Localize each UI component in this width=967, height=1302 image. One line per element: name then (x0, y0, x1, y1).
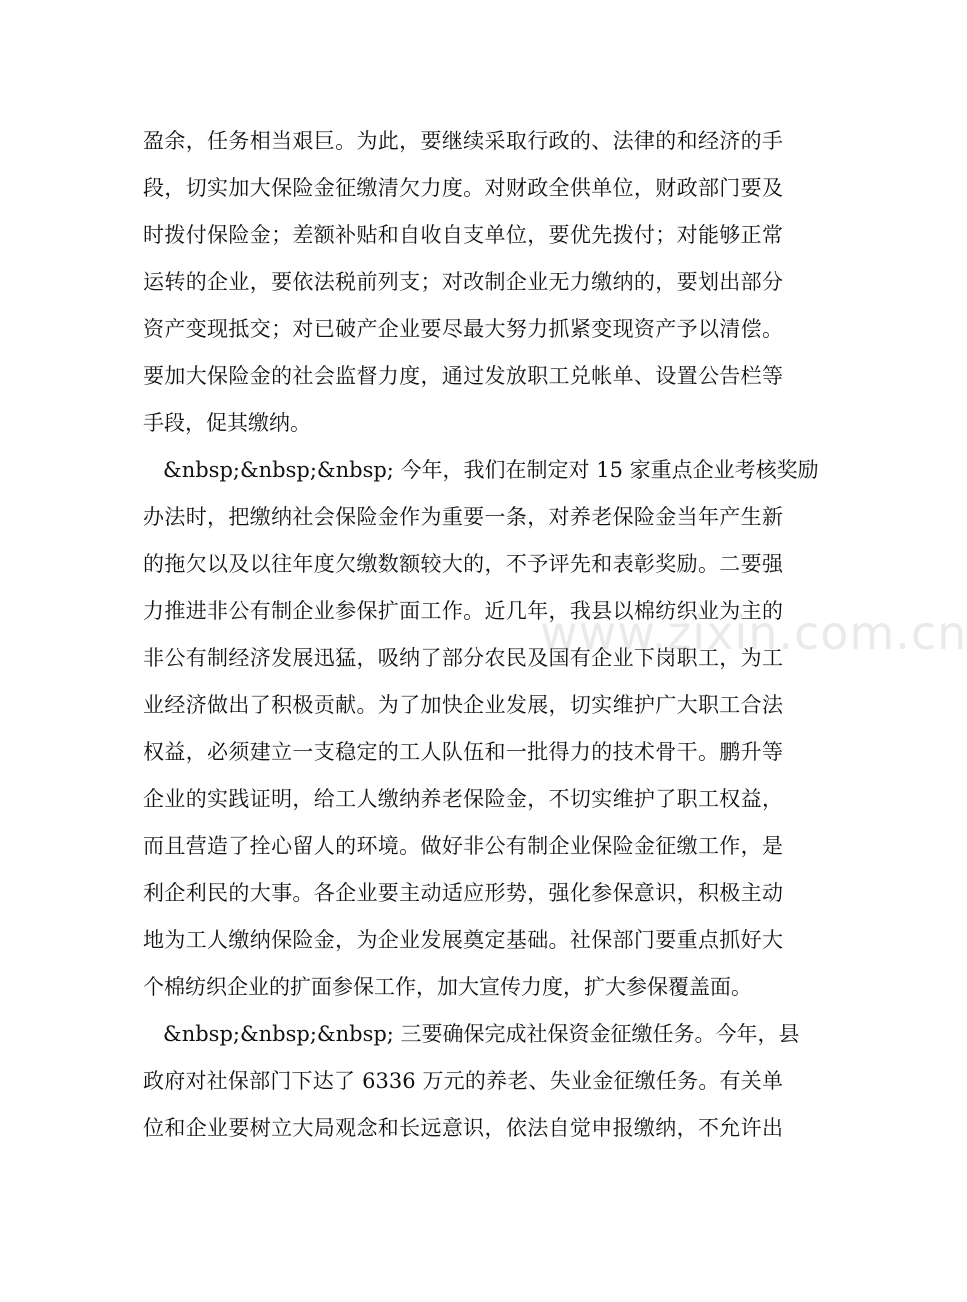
text-line: 力推进非公有制企业参保扩面工作。近几年，我县以棉纺织业为主的 (143, 599, 783, 623)
text-line: 而且营造了拴心留人的环境。做好非公有制企业保险金征缴工作，是 (143, 834, 783, 858)
text-line: 个棉纺织企业的扩面参保工作，加大宣传力度，扩大参保覆盖面。 (143, 975, 752, 999)
text-line: 运转的企业，要依法税前列支；对改制企业无力缴纳的，要划出部分 (143, 270, 783, 294)
text-line: 企业的实践证明，给工人缴纳养老保险金，不切实维护了职工权益， (143, 787, 783, 811)
text-line: 要加大保险金的社会监督力度，通过发放职工兑帐单、设置公告栏等 (143, 364, 783, 388)
text-line: 非公有制经济发展迅猛，吸纳了部分农民及国有企业下岗职工，为工 (143, 646, 783, 670)
text-line: 时拨付保险金；差额补贴和自收自支单位，要优先拨付；对能够正常 (143, 223, 783, 247)
text-line: 业经济做出了积极贡献。为了加快企业发展，切实维护广大职工合法 (143, 693, 783, 717)
text-line: 的拖欠以及以往年度欠缴数额较大的，不予评先和表彰奖励。二要强 (143, 552, 783, 576)
text-line: 政府对社保部门下达了 6336 万元的养老、失业金征缴任务。有关单 (143, 1069, 783, 1093)
text-line: 办法时，把缴纳社会保险金作为重要一条，对养老保险金当年产生新 (143, 505, 783, 529)
text-line: 利企利民的大事。各企业要主动适应形势，强化参保意识，积极主动 (143, 881, 783, 905)
text-line: 权益，必须建立一支稳定的工人队伍和一批得力的技术骨干。鹏升等 (143, 740, 783, 764)
document-body (143, 118, 819, 1152)
text-line: 位和企业要树立大局观念和长远意识，依法自觉申报缴纳，不允许出 (143, 1116, 783, 1140)
text-line: &nbsp;&nbsp;&nbsp; 今年，我们在制定对 15 家重点企业考核奖励 (163, 458, 819, 482)
text-line: 盈余，任务相当艰巨。为此，要继续采取行政的、法律的和经济的手 (143, 129, 783, 153)
text-line: 段，切实加大保险金征缴清欠力度。对财政全供单位，财政部门要及 (143, 176, 783, 200)
text-line: &nbsp;&nbsp;&nbsp; 三要确保完成社保资金征缴任务。今年，县 (163, 1022, 800, 1046)
text-line: 地为工人缴纳保险金，为企业发展奠定基础。社保部门要重点抓好大 (143, 928, 783, 952)
watermark: www.zixin.com.cn (540, 606, 967, 660)
text-line: 手段，促其缴纳。 (143, 411, 311, 435)
text-line: 资产变现抵交；对已破产企业要尽最大努力抓紧变现资产予以清偿。 (143, 317, 783, 341)
